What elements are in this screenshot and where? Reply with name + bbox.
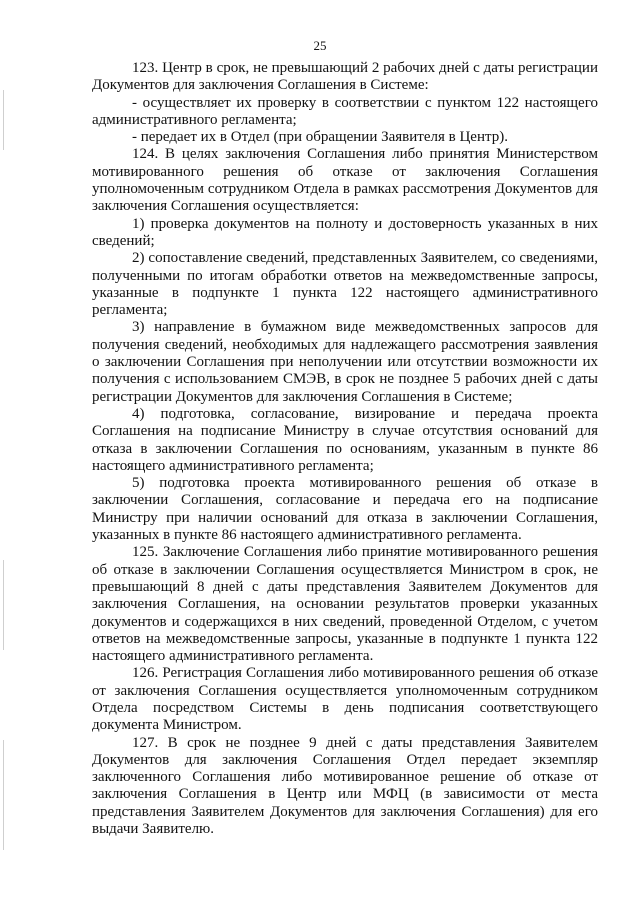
scan-edge-mark: [3, 90, 4, 150]
paragraph-124-item-5: 5) подготовка проекта мотивированного решения об отказе в заключении Соглашения, согласование и передача его на подписание Министру при наличии оснований для отказа в заключении Соглашения, указанных в пункте 86 настоящего административного регламента.: [92, 475, 598, 544]
page-number: 25: [313, 38, 327, 53]
paragraph-124-item-1: 1) проверка документов на полноту и достоверность указанных в них сведений;: [92, 215, 598, 249]
document-body: [92, 60, 598, 838]
scan-edge-mark: [3, 560, 4, 650]
paragraph-123-item-1: - осуществляет их проверку в соответствии с пунктом 122 настоящего административного регламента;: [92, 94, 598, 128]
paragraph-124-item-4: 4) подготовка, согласование, визирование и передача проекта Соглашения на подписание Министру в случае отсутствия оснований для отказа в заключении Соглашения по основаниям, указанным в пункте 86 настоящего административного регламента;: [92, 405, 598, 474]
paragraph-127: 127. В срок не позднее 9 дней с даты представления Заявителем Документов для заключения Соглашения Отдел передает экземпляр заключенного Соглашения либо мотивированное решение об отказе от заключения Соглашения в Центр или МФЦ (в зависимости от места представления Заявителем Документов для заключения Соглашения) для его выдачи Заявителю.: [92, 734, 598, 838]
paragraph-124-item-2: 2) сопоставление сведений, представленных Заявителем, со сведениями, полученными по итогам обработки ответов на межведомственные запросы, указанные в подпункте 1 пункта 122 настоящего административного регламента;: [92, 250, 598, 319]
paragraph-123-item-2: - передает их в Отдел (при обращении Заявителя в Центр).: [132, 129, 508, 146]
paragraph-124: 124. В целях заключения Соглашения либо принятия Министерством мотивированного решения об отказе от заключения Соглашения уполномоченным сотрудником Отдела в рамках рассмотрения Документов для заключения Соглашения осуществляется:: [92, 146, 598, 215]
paragraph-126: 126. Регистрация Соглашения либо мотивированного решения об отказе от заключения Соглашения осуществляется уполномоченным сотрудником Отдела посредством Системы в день подписания соответствующего документа Министром.: [92, 665, 598, 734]
paragraph-125: 125. Заключение Соглашения либо принятие мотивированного решения об отказе в заключении Соглашения осуществляется Министром в срок, не превышающий 8 дней с даты представления Заявителем Документов для заключения Соглашения, на основании результатов проверки указанных документов и содержащихся в них сведений, проведенной Отделом, с учетом ответов на межведомственные запросы, указанные в подпункте 1 пункта 122 настоящего административного регламента.: [92, 544, 598, 665]
scan-edge-mark: [3, 740, 4, 850]
paragraph-124-item-3: 3) направление в бумажном виде межведомственных запросов для получения сведений, необходимых для надлежащего рассмотрения заявления о заключении Соглашения при неполучении или отсутствии возможности их получения с использованием СМЭВ, в срок не позднее 5 рабочих дней с даты регистрации Документов для заключения Соглашения в Системе;: [92, 319, 598, 405]
paragraph-123: 123. Центр в срок, не превышающий 2 рабочих дней с даты регистрации Документов для заключения Соглашения в Системе:: [92, 60, 598, 94]
